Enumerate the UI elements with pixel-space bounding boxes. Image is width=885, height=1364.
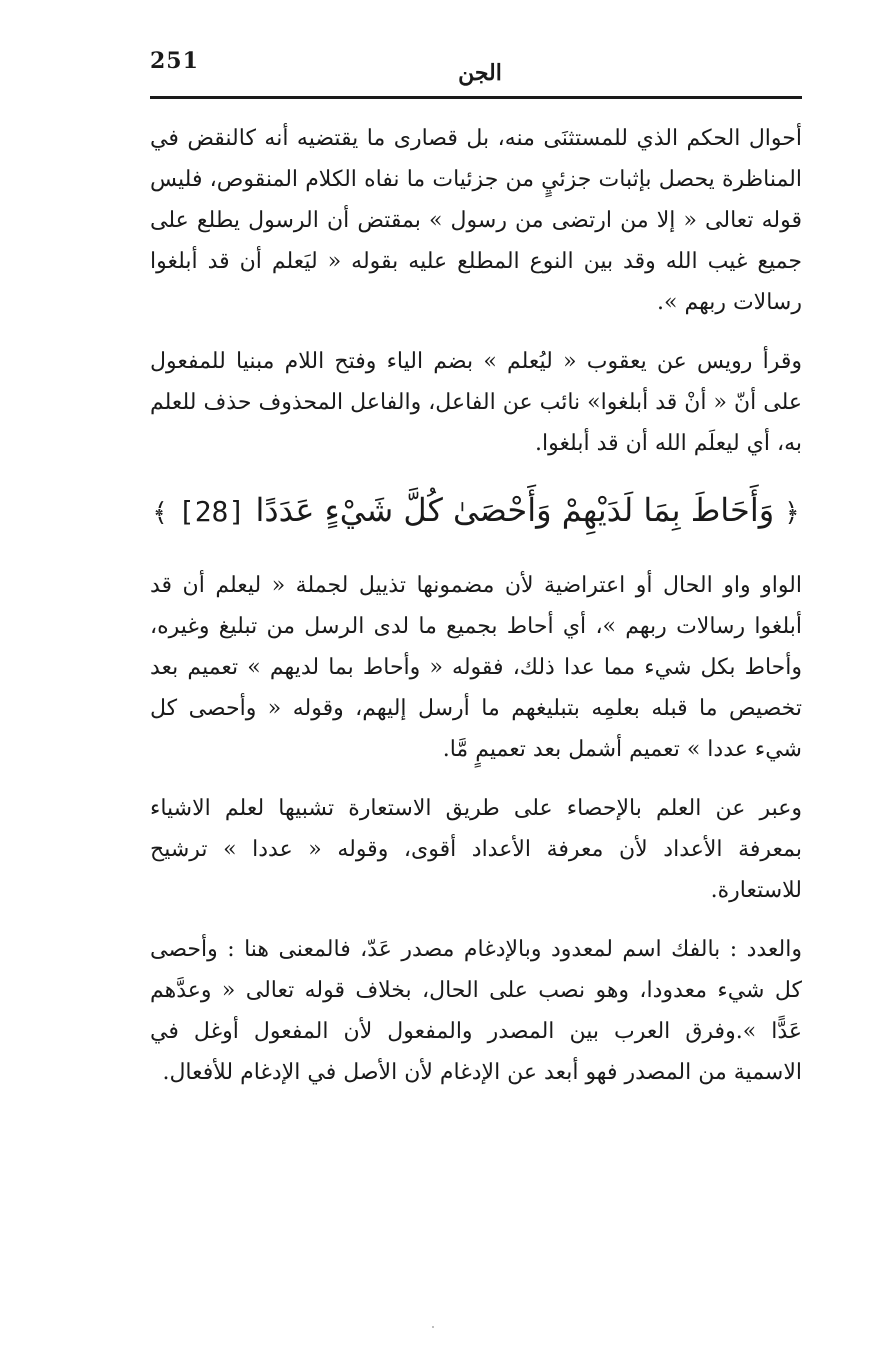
body-text bbox=[150, 118, 802, 1111]
verse-open-bracket: ﴿ bbox=[784, 498, 800, 528]
paragraph-3: الواو واو الحال أو اعتراضية لأن مضمونها تذييل لجملة « ليعلم أن قد أبلغوا رسالات ربهم »، أي أحاط بجميع ما لدى الرسل من تبليغ وغيره، وأحاط بكل شيء مما عدا ذلك، فقوله « وأحاط بما لديهم » تعميم بعد تخصيص ما قبله بعلمِه بتبليغهم ما أرسل إليهم، وقوله « وأحصى كل شيء عددا » تعميم أشمل بعد تعميمٍ مَّا. bbox=[150, 573, 802, 762]
scan-speck bbox=[432, 1326, 434, 1328]
paragraph-5: والعدد : بالفك اسم لمعدود وبالإدغام مصدر عَدّ، فالمعنى هنا : وأحصى كل شيء معدودا، وهو نصب على الحال، بخلاف قوله تعالى « وعدَّهم عَدًّا ».وفرق العرب بين المصدر والمفعول لأن المفعول أوغل في الاسمية من المصدر فهو أبعد عن الإدغام لأن الأصل في الإدغام للأفعال. bbox=[150, 937, 802, 1085]
verse-close-bracket: ﴾ bbox=[152, 498, 168, 528]
paragraph-4: وعبر عن العلم بالإحصاء على طريق الاستعارة تشبيها لعلم الاشياء بمعرفة الأعداد لأن معرفة الأعداد أقوى، وقوله « عددا » ترشيح للاستعارة. bbox=[150, 796, 802, 903]
running-title: الجن bbox=[458, 60, 502, 86]
verse-text: وَأَحَاطَ بِمَا لَدَيْهِمْ وَأَحْصَىٰ كُلَّ شَيْءٍ عَدَدًا bbox=[255, 491, 775, 529]
header-rule bbox=[150, 96, 802, 99]
quran-verse bbox=[150, 482, 802, 541]
page-number: 251 bbox=[150, 48, 199, 74]
paragraph-1: أحوال الحكم الذي للمستثنَى منه، بل قصارى ما يقتضيه أنه كالنقض في المناظرة يحصل بإثبات جزئيٍ من جزئيات ما نفاه الكلام المنقوص، فليس قوله تعالى « إلا من ارتضى من رسول » بمقتض أن الرسول يطلع على جميع غيب الله وقد بين النوع المطلع عليه بقوله « ليَعلم أن قد أبلغوا رسالات ربهم ». bbox=[150, 126, 802, 315]
verse-number: [28] bbox=[177, 495, 246, 528]
paragraph-2: وقرأ رويس عن يعقوب « ليُعلم » بضم الياء وفتح اللام مبنيا للمفعول على أنّ « أنْ قد أبلغوا» نائب عن الفاعل، والفاعل المحذوف حذف للعلم به، أي ليعلَم الله أن قد أبلغوا. bbox=[149, 349, 802, 456]
